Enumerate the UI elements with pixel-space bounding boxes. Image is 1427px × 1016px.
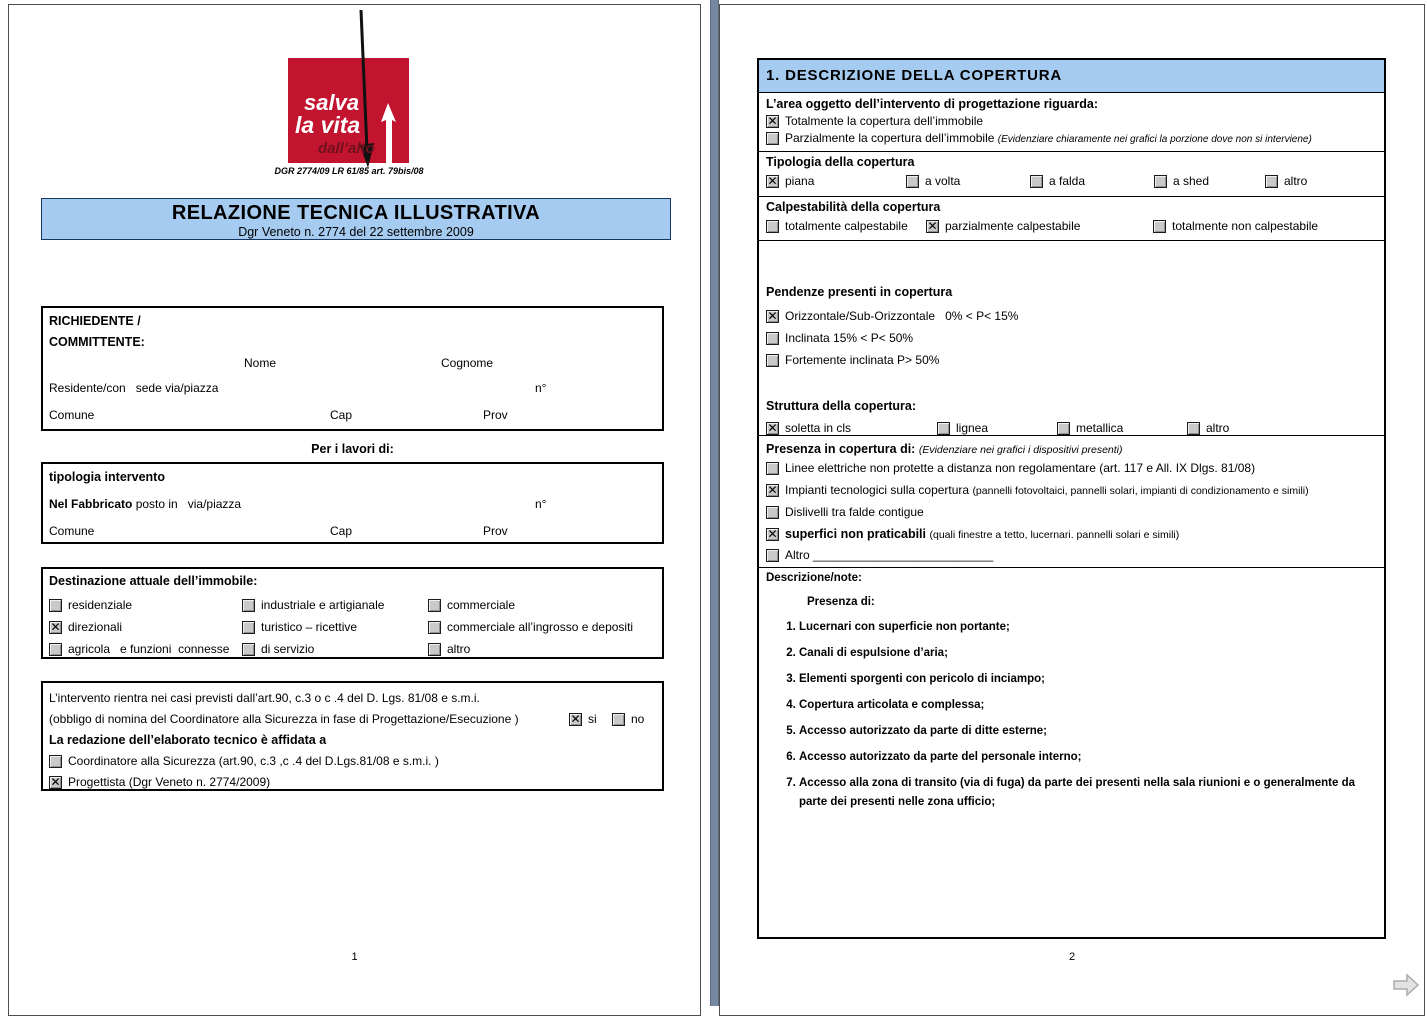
checkbox-piana — [766, 174, 814, 189]
checkbox-label — [785, 548, 993, 563]
fabbricato-bold: Nel Fabbricato — [49, 497, 133, 511]
checkbox[interactable] — [569, 713, 582, 726]
checkbox-altro — [1187, 421, 1229, 436]
pendenze-struttura-row — [759, 240, 1384, 435]
document-page-2 — [719, 4, 1425, 1016]
checkbox-label: si — [588, 712, 597, 726]
checkbox[interactable] — [906, 175, 919, 188]
checkbox-agricola — [49, 642, 242, 657]
next-page-arrow-icon[interactable] — [1391, 971, 1421, 999]
note-subheading: Presenza di: — [807, 596, 875, 608]
checkbox-a-volta — [906, 174, 960, 189]
checkbox-impianti-tecnologici — [766, 483, 1309, 499]
checkbox-coordinatore — [49, 754, 662, 769]
checkbox-label: Orizzontale/Sub-Orizzontale 0% < P< 15% — [785, 309, 1019, 323]
checkbox[interactable] — [428, 621, 441, 634]
note-item: 2. Canali di espulsione d’aria; — [799, 644, 1365, 663]
checkbox-label: lignea — [956, 421, 989, 435]
intervento-line1: L’intervento rientra nei casi previsti dall’art.90, c.3 o c .4 del D. Lgs. 81/08 e s.m.i. — [49, 691, 480, 705]
checkbox-label: metallica — [1076, 421, 1124, 435]
checkbox[interactable] — [1153, 220, 1166, 233]
comune-field-label: Comune — [49, 408, 95, 422]
cognome-field-label: Cognome — [441, 356, 494, 370]
page-number-1: 1 — [351, 951, 358, 963]
checkbox-direzionali — [49, 620, 242, 635]
document-page-1 — [8, 4, 701, 1016]
cap-field-label: Cap — [330, 408, 353, 422]
checkbox-label — [785, 131, 1312, 147]
checkbox-label-text: Impianti tecnologici sulla copertura — [785, 483, 973, 497]
checkbox-servizio — [242, 642, 428, 657]
checkbox-turistico — [242, 620, 428, 635]
logo-caption: DGR 2774/09 LR 61/85 art. 79bis/08 — [274, 166, 424, 176]
intervento-line2-text: (obbligo di nomina del Coordinatore alla Sicurezza in fase di Progettazione/Esecuzione ) — [49, 712, 519, 726]
checkbox-altro — [428, 642, 662, 657]
checkbox[interactable] — [1187, 422, 1200, 435]
checkbox[interactable] — [1030, 175, 1043, 188]
descrizione-copertura-table — [757, 58, 1386, 939]
richiedente-box — [41, 306, 664, 431]
checkbox-label: a volta — [925, 174, 961, 188]
checkbox[interactable] — [428, 643, 441, 656]
calpestabilita-row — [759, 196, 1384, 240]
checkbox-label: Dislivelli tra falde contigue — [785, 505, 924, 519]
checkbox-label-text: Altro — [785, 548, 814, 562]
checkbox[interactable] — [766, 484, 779, 497]
calpestabilita-heading: Calpestabilità della copertura — [766, 200, 941, 214]
checkbox-parzialmente-calpestabile — [926, 219, 1080, 234]
destinazione-row — [49, 598, 662, 613]
checkbox-label: a shed — [1173, 174, 1210, 188]
checkbox-label: soletta in cls — [785, 421, 852, 435]
note-item: 6. Accesso autorizzato da parte del personale interno; — [799, 748, 1365, 767]
checkbox[interactable] — [766, 115, 779, 128]
checkbox-fortemente-inclinata — [766, 353, 939, 368]
checkbox-ingrosso — [428, 620, 662, 635]
checkbox-label: direzionali — [68, 620, 123, 634]
checkbox-label-note: (quali finestre a tetto, lucernari. pannelli solari e simili) — [929, 529, 1180, 541]
checkbox-label: a falda — [1049, 174, 1086, 188]
checkbox[interactable] — [766, 528, 779, 541]
checkbox-label: parzialmente calpestabile — [945, 219, 1081, 233]
checkbox-label: altro — [1284, 174, 1308, 188]
comune-field-label: Comune — [49, 524, 95, 538]
checkbox-label: Fortemente inclinata P> 50% — [785, 353, 940, 367]
checkbox-label: totalmente calpestabile — [785, 219, 908, 233]
checkbox-metallica — [1057, 421, 1123, 436]
checkbox-label: altro — [447, 642, 471, 656]
checkbox-label-note: (Evidenziare chiaramente nei grafici la porzione dove non si interviene) — [997, 134, 1312, 145]
checkbox-label: di servizio — [261, 642, 315, 656]
checkbox-label: no — [631, 712, 645, 726]
checkbox[interactable] — [1265, 175, 1278, 188]
logo-text-line1: salva — [304, 90, 360, 115]
checkbox-progettista — [49, 775, 662, 790]
checkbox-label: piana — [785, 174, 815, 188]
checkbox-soletta — [766, 421, 851, 436]
lavori-heading: Per i lavori di: — [311, 442, 394, 456]
logo-text-line3: dall’alto — [318, 140, 375, 157]
destinazione-box — [41, 567, 664, 659]
prov-field-label: Prov — [483, 408, 508, 422]
tipologia-copertura-row — [759, 151, 1384, 196]
area-oggetto-row — [759, 93, 1384, 151]
checkbox[interactable] — [766, 422, 779, 435]
checkbox-label-text: superfici non praticabili — [785, 527, 930, 541]
checkbox-label: commerciale — [447, 598, 516, 612]
intervento-box — [41, 681, 664, 791]
presenza-heading-line — [766, 440, 1123, 458]
checkbox-label: commerciale all’ingrosso e depositi — [447, 620, 634, 634]
logo-text-line2: la vita — [295, 112, 361, 138]
tipologia-heading: Tipologia della copertura — [766, 155, 915, 169]
checkbox-si — [569, 712, 597, 727]
checkbox[interactable] — [428, 599, 441, 612]
descrizione-note-row — [759, 567, 1384, 937]
checkbox[interactable] — [242, 599, 255, 612]
prov-field-label: Prov — [483, 524, 508, 538]
fill-in-line[interactable]: ___________________________ — [813, 548, 994, 562]
destinazione-heading: Destinazione attuale dell’immobile: — [49, 574, 258, 588]
checkbox[interactable] — [49, 643, 62, 656]
cap-field-label: Cap — [330, 524, 353, 538]
checkbox-altro — [1265, 174, 1307, 189]
note-item: 5. Accesso autorizzato da parte di ditte esterne; — [799, 722, 1365, 741]
checkbox-label: turistico – ricettive — [261, 620, 358, 634]
document-title: RELAZIONE TECNICA ILLUSTRATIVA — [171, 202, 541, 224]
checkbox[interactable] — [766, 462, 779, 475]
checkbox[interactable] — [926, 220, 939, 233]
presenza-row — [759, 435, 1384, 567]
checkbox-orizzontale — [766, 309, 1018, 324]
checkbox-totalmente-calpestabile — [766, 219, 908, 234]
committente-label: COMMITTENTE: — [49, 335, 145, 349]
page-divider — [710, 0, 719, 1006]
checkbox-label-text: Parzialmente la copertura dell’immobile — [785, 131, 998, 145]
numero-civico-label: n° — [535, 497, 547, 511]
checkbox-label: Inclinata 15% < P< 50% — [785, 331, 914, 345]
intervento-line2 — [49, 712, 662, 727]
checkbox-label: Linee elettriche non protette a distanza non regolamentare (art. 117 e All. IX Dlgs. 81/08) — [785, 461, 1256, 475]
numero-civico-label: n° — [535, 381, 547, 395]
checkbox[interactable] — [242, 621, 255, 634]
note-item: 3. Elementi sporgenti con pericolo di inciampo; — [799, 670, 1365, 689]
intervento-line3: La redazione dell’elaborato tecnico è affidata a — [49, 733, 327, 747]
checkbox[interactable] — [49, 776, 62, 789]
presenza-heading: Presenza in copertura di: — [766, 442, 919, 456]
tipologia-intervento-label: tipologia intervento — [49, 470, 165, 484]
checkbox-label: Totalmente la copertura dell’immobile — [785, 114, 984, 128]
checkbox[interactable] — [937, 422, 950, 435]
checkbox-inclinata — [766, 331, 913, 346]
checkbox-lignea — [937, 421, 988, 436]
checkbox[interactable] — [49, 621, 62, 634]
checkbox[interactable] — [766, 175, 779, 188]
pendenze-heading: Pendenze presenti in copertura — [766, 285, 953, 299]
checkbox-a-shed — [1154, 174, 1209, 189]
checkbox-label: altro — [1206, 421, 1230, 435]
title-banner — [41, 198, 671, 240]
checkbox-label: Progettista (Dgr Veneto n. 2774/2009) — [68, 775, 271, 789]
checkbox-label — [785, 483, 1309, 499]
note-item: 1. Lucernari con superficie non portante; — [799, 618, 1365, 637]
checkbox[interactable] — [766, 354, 779, 367]
checkbox[interactable] — [242, 643, 255, 656]
checkbox-label: agricola e funzioni connesse — [68, 642, 230, 656]
checkbox-industriale — [242, 598, 428, 613]
checkbox-label — [785, 527, 1179, 543]
area-heading: L’area oggetto dell’intervento di progettazione riguarda: — [766, 97, 1098, 111]
note-item: 7. Accesso alla zona di transito (via di fuga) da parte dei presenti nella sala riunioni e o generalmente da parte dei presenti nelle zona ufficio; — [799, 774, 1365, 812]
struttura-heading: Struttura della copertura: — [766, 399, 917, 413]
checkbox-no — [612, 712, 644, 727]
checkbox-totalmente-copertura — [766, 114, 1377, 129]
checkbox[interactable] — [612, 713, 625, 726]
page-number-2: 2 — [1068, 951, 1076, 963]
checkbox[interactable] — [766, 220, 779, 233]
checkbox-parzialmente-copertura — [766, 131, 1377, 147]
checkbox[interactable] — [1154, 175, 1167, 188]
checkbox-label: residenziale — [68, 598, 133, 612]
note-heading: Descrizione/note: — [766, 572, 862, 584]
checkbox[interactable] — [49, 755, 62, 768]
presenza-heading-note: (Evidenziare nei grafici i dispositivi presenti) — [918, 444, 1123, 456]
checkbox-altro — [766, 548, 993, 563]
nome-field-label: Nome — [244, 356, 277, 370]
checkbox[interactable] — [766, 310, 779, 323]
section-header: 1. DESCRIZIONE DELLA COPERTURA — [759, 60, 1384, 93]
checkbox[interactable] — [766, 132, 779, 145]
residente-field-label: Residente/con sede via/piazza — [49, 381, 219, 395]
salva-la-vita-logo — [288, 58, 409, 163]
tipologia-intervento-box — [41, 462, 664, 544]
checkbox-label: industriale e artigianale — [261, 598, 385, 612]
richiedente-label: RICHIEDENTE / — [49, 314, 141, 328]
fabbricato-rest: posto in via/piazza — [132, 497, 242, 511]
checkbox-linee-elettriche — [766, 461, 1255, 476]
note-item: 4. Copertura articolata e complessa; — [799, 696, 1365, 715]
checkbox[interactable] — [1057, 422, 1070, 435]
checkbox-totalmente-non-calpestabile — [1153, 219, 1318, 234]
checkbox[interactable] — [49, 599, 62, 612]
checkbox-superfici-non-praticabili — [766, 527, 1179, 543]
fabbricato-field-label — [49, 497, 241, 512]
checkbox-label: Coordinatore alla Sicurezza (art.90, c.3 ,c .4 del D.Lgs.81/08 e s.m.i. ) — [68, 754, 439, 768]
checkbox[interactable] — [766, 332, 779, 345]
checkbox[interactable] — [766, 506, 779, 519]
checkbox-residenziale — [49, 598, 242, 613]
checkbox-commerciale — [428, 598, 662, 613]
document-subtitle: Dgr Veneto n. 2774 del 22 settembre 2009 — [238, 225, 474, 239]
destinazione-row — [49, 620, 662, 635]
note-list — [773, 618, 1365, 819]
checkbox-dislivelli — [766, 505, 924, 520]
destinazione-row — [49, 642, 662, 657]
checkbox-a-falda — [1030, 174, 1085, 189]
checkbox[interactable] — [766, 549, 779, 562]
checkbox-label: totalmente non calpestabile — [1172, 219, 1319, 233]
checkbox-label-note: (pannelli fotovoltaici, pannelli solari, impianti di condizionamento e simili) — [972, 485, 1309, 497]
